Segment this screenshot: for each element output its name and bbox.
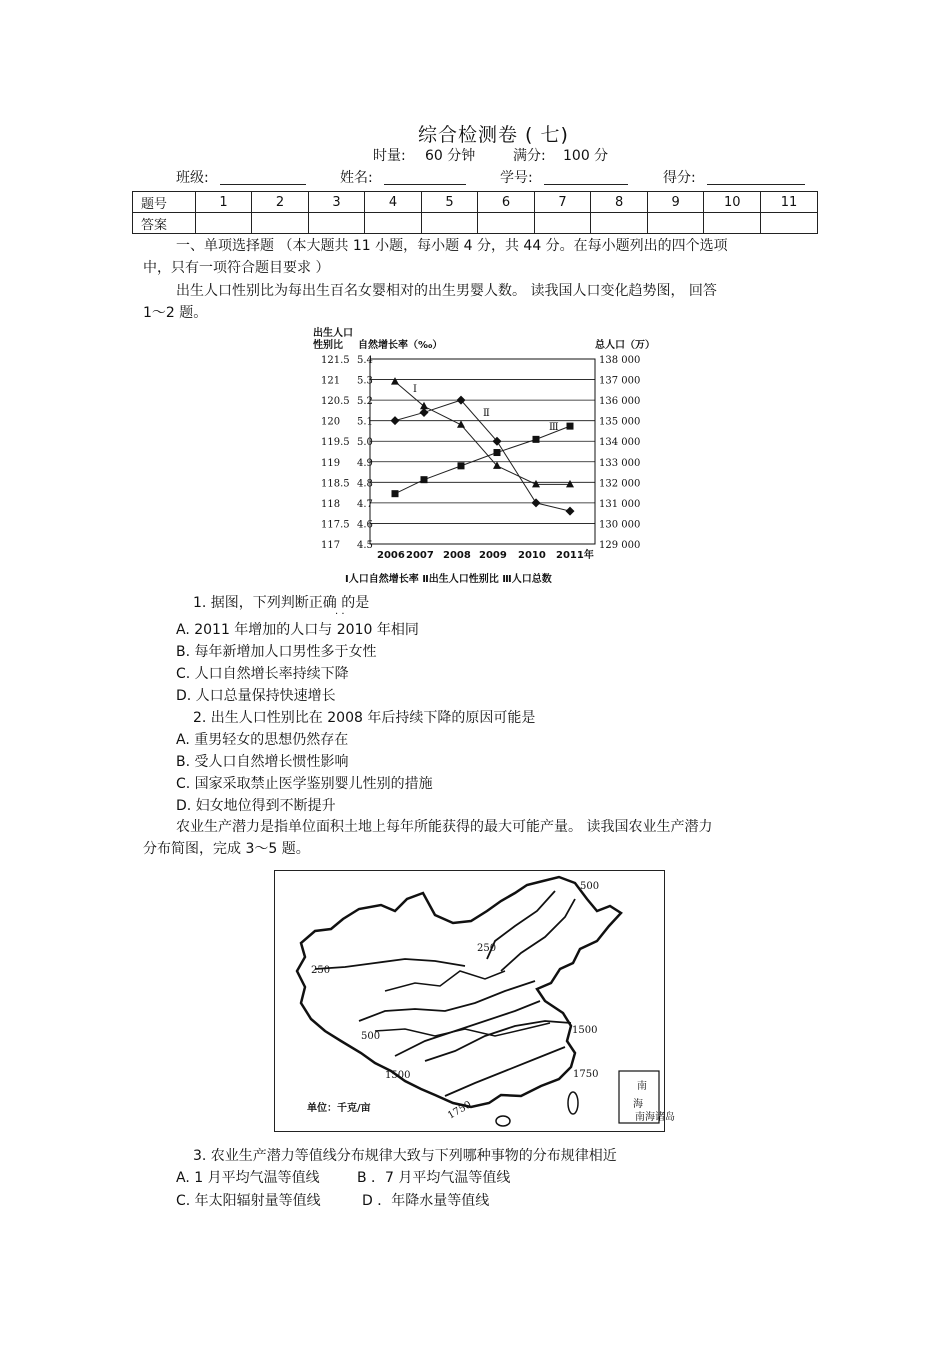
data-point-diamond xyxy=(420,408,429,417)
q1-option-c[interactable]: C. 人口自然增长率持续下降 xyxy=(176,666,349,682)
data-point-square xyxy=(494,449,501,456)
time-label: 时量: xyxy=(373,148,406,164)
section-instruction-line1: 一、单项选择题 （本大题共 11 小题，每小题 4 分，共 44 分。在每小题列出的四个选项 xyxy=(176,238,728,254)
answer-cell[interactable] xyxy=(534,213,591,234)
answer-table-header-row xyxy=(133,192,818,213)
right-tick-population: 137 000 xyxy=(599,375,641,387)
isoline-1750 xyxy=(445,1047,565,1096)
x-tick-label: 2008 xyxy=(443,550,471,561)
left-tick-growth-rate: 5.2 xyxy=(357,396,373,408)
q2-option-a[interactable]: A. 重男轻女的思想仍然存在 xyxy=(176,732,349,748)
series-label-I: Ⅰ xyxy=(413,384,417,395)
question-number: 7 xyxy=(534,192,591,213)
isoline-label-1500-e: 1500 xyxy=(572,1025,598,1036)
question-number: 10 xyxy=(704,192,761,213)
hainan-island xyxy=(496,1116,510,1126)
left-tick-growth-rate: 4.9 xyxy=(357,457,373,469)
intro1-line1: 出生人口性别比为每出生百名女婴相对的出生男婴人数。 读我国人口变化趋势图， 回答 xyxy=(176,283,717,299)
taiwan-island xyxy=(568,1092,578,1114)
left-tick-sex-ratio: 117.5 xyxy=(321,519,350,531)
question-number: 2 xyxy=(252,192,309,213)
data-point-diamond xyxy=(532,498,541,507)
left-tick-sex-ratio: 121.5 xyxy=(321,355,350,366)
question-number: 8 xyxy=(591,192,648,213)
intro2-line1: 农业生产潜力是指单位面积土地上每年所能获得的最大可能产量。 读我国农业生产潜力 xyxy=(176,819,713,835)
answer-cell[interactable] xyxy=(421,213,478,234)
score-label: 满分: xyxy=(513,148,546,164)
row-label-question: 题号 xyxy=(133,192,196,213)
left-tick-sex-ratio: 120.5 xyxy=(321,396,350,408)
isoline-250-north xyxy=(487,891,555,959)
q2-option-c[interactable]: C. 国家采取禁止医学鉴别婴儿性别的措施 xyxy=(176,776,433,792)
question-number: 11 xyxy=(761,192,818,213)
data-point-triangle xyxy=(532,480,540,488)
china-map-sketch xyxy=(275,871,675,1131)
left-tick-growth-rate: 4.6 xyxy=(357,519,373,531)
data-point-square xyxy=(421,476,428,483)
answer-cell[interactable] xyxy=(252,213,309,234)
q1-stem: 1. 据图，下列判断正确 的是 xyxy=(193,595,370,611)
plot-frame xyxy=(370,359,595,544)
left-tick-sex-ratio: 118.5 xyxy=(321,478,350,490)
left-tick-growth-rate: 5.3 xyxy=(357,375,373,387)
grade-label: 得分: xyxy=(663,170,696,186)
left-tick-growth-rate: 5.1 xyxy=(357,416,373,428)
left-tick-growth-rate: 4.5 xyxy=(357,540,373,551)
time-value: 60 分钟 xyxy=(425,148,476,164)
intro1-line2: 1～2 题。 xyxy=(143,305,208,321)
question-number: 4 xyxy=(365,192,422,213)
name-blank[interactable] xyxy=(384,184,466,185)
class-label: 班级: xyxy=(176,170,209,186)
answer-cell[interactable] xyxy=(761,213,818,234)
series-label-II: Ⅱ xyxy=(483,408,490,419)
data-point-triangle xyxy=(391,377,399,385)
question-number: 1 xyxy=(195,192,252,213)
class-blank[interactable] xyxy=(220,184,306,185)
answer-cell[interactable] xyxy=(704,213,761,234)
left-tick-sex-ratio: 119.5 xyxy=(321,437,350,449)
name-label: 姓名: xyxy=(340,170,373,186)
x-tick-label: 2007 xyxy=(406,550,434,561)
series-line-Ⅲ xyxy=(395,426,570,494)
q2-stem: 2. 出生人口性别比在 2008 年后持续下降的原因可能是 xyxy=(193,710,536,726)
isoline-1500-a xyxy=(425,1021,571,1061)
x-tick-label: 2011年 xyxy=(556,550,594,561)
inset-text-1: 南 xyxy=(637,1081,647,1092)
left-tick-sex-ratio: 119 xyxy=(321,457,341,469)
question-number: 9 xyxy=(647,192,704,213)
answer-cell[interactable] xyxy=(478,213,535,234)
data-point-square xyxy=(533,436,540,443)
left-tick-sex-ratio: 121 xyxy=(321,375,341,387)
right-tick-population: 134 000 xyxy=(599,437,641,449)
question-number: 3 xyxy=(308,192,365,213)
left-tick-sex-ratio: 118 xyxy=(321,498,341,510)
id-blank[interactable] xyxy=(544,184,628,185)
row-label-answer: 答案 xyxy=(133,213,196,234)
q1-option-d[interactable]: D. 人口总量保持快速增长 xyxy=(176,688,336,704)
left-tick-growth-rate: 4.7 xyxy=(357,498,373,510)
series-label-III: Ⅲ xyxy=(549,422,559,433)
q3-option-a[interactable]: A. 1 月平均气温等值线 xyxy=(176,1170,320,1186)
left-axis1-title: 出生人口 xyxy=(313,328,353,339)
q3-option-c[interactable]: C. 年太阳辐射量等值线 xyxy=(176,1193,321,1209)
isoline-500-west xyxy=(359,981,535,1021)
right-tick-population: 132 000 xyxy=(599,478,641,490)
answer-cell[interactable] xyxy=(308,213,365,234)
chart-legend: Ⅰ人口自然增长率 Ⅱ出生人口性别比 Ⅲ人口总数 xyxy=(345,574,552,585)
right-axis-title: 总人口（万） xyxy=(595,340,655,351)
right-tick-population: 130 000 xyxy=(599,519,641,531)
series-line-Ⅰ xyxy=(395,382,570,485)
right-tick-population: 136 000 xyxy=(599,396,641,408)
answer-cell[interactable] xyxy=(365,213,422,234)
data-point-triangle xyxy=(566,480,574,488)
answer-cell[interactable] xyxy=(647,213,704,234)
inset-text-2: 海 xyxy=(633,1099,643,1110)
answer-table-answer-row xyxy=(133,213,818,234)
emphasis-dots: · · xyxy=(335,609,345,620)
inset-caption: 南海诸岛 xyxy=(635,1112,675,1123)
isoline-label-500-ne: 500 xyxy=(580,881,600,892)
q3-stem: 3. 农业生产潜力等值线分布规律大致与下列哪种事物的分布规律相近 xyxy=(193,1148,617,1164)
left-tick-growth-rate: 5.0 xyxy=(357,437,373,449)
population-trend-chart xyxy=(305,326,675,591)
answer-cell[interactable] xyxy=(195,213,252,234)
question-number: 6 xyxy=(478,192,535,213)
x-tick-label: 2010 xyxy=(518,550,546,561)
right-tick-population: 138 000 xyxy=(599,355,641,366)
right-tick-population: 131 000 xyxy=(599,498,641,510)
map-unit-label: 单位：千克/亩 xyxy=(307,1103,371,1114)
id-label: 学号: xyxy=(500,170,533,186)
page-title: 综合检测卷 ( 七) xyxy=(418,124,569,146)
isoline-label-250-w: 250 xyxy=(311,965,331,976)
left-tick-growth-rate: 5.4 xyxy=(357,355,373,366)
isoline-label-250-n: 250 xyxy=(477,943,497,954)
agriculture-potential-map xyxy=(274,870,675,1132)
left-axis2-title: 自然增长率（‰） xyxy=(358,340,443,351)
data-point-square xyxy=(458,462,465,469)
isoline-250-west xyxy=(315,959,465,969)
left-tick-sex-ratio: 117 xyxy=(321,540,341,551)
right-tick-population: 133 000 xyxy=(599,457,641,469)
isoline-label-1750-e: 1750 xyxy=(573,1069,599,1080)
river-yellow xyxy=(385,971,505,991)
data-point-triangle xyxy=(457,420,465,428)
left-axis1-title-line2: 性别比 xyxy=(313,340,343,351)
right-tick-population: 129 000 xyxy=(599,540,641,551)
q1-option-a[interactable]: A. 2011 年增加的人口与 2010 年相同 xyxy=(176,622,419,638)
q3-option-b[interactable]: B ．7 月平均气温等值线 xyxy=(357,1170,511,1186)
x-tick-label: 2009 xyxy=(479,550,507,561)
grade-blank[interactable] xyxy=(707,184,805,185)
answer-cell[interactable] xyxy=(591,213,648,234)
isoline-label-500-w: 500 xyxy=(361,1031,381,1042)
data-point-square xyxy=(567,423,574,430)
score-value: 100 分 xyxy=(563,148,609,164)
isoline-label-1500-w: 1500 xyxy=(385,1070,411,1081)
isoline-label-1750-s: 1750 xyxy=(446,1099,474,1122)
section-instruction-line2: 中，只有一项符合题目要求 ） xyxy=(143,260,330,276)
data-point-diamond xyxy=(391,416,400,425)
q1-option-b[interactable]: B. 每年新增加人口男性多于女性 xyxy=(176,644,377,660)
right-tick-population: 135 000 xyxy=(599,416,641,428)
q3-option-d[interactable]: D ．年降水量等值线 xyxy=(362,1193,490,1209)
intro2-line2: 分布简图，完成 3～5 题。 xyxy=(143,841,310,857)
answer-table xyxy=(132,191,818,234)
left-tick-growth-rate: 4.8 xyxy=(357,478,373,490)
left-tick-sex-ratio: 120 xyxy=(321,416,341,428)
data-point-square xyxy=(392,490,399,497)
data-point-diamond xyxy=(566,507,575,516)
question-number: 5 xyxy=(421,192,478,213)
q2-option-b[interactable]: B. 受人口自然增长惯性影响 xyxy=(176,754,349,770)
x-tick-label: 2006 xyxy=(377,550,405,561)
q2-option-d[interactable]: D. 妇女地位得到不断提升 xyxy=(176,798,336,814)
